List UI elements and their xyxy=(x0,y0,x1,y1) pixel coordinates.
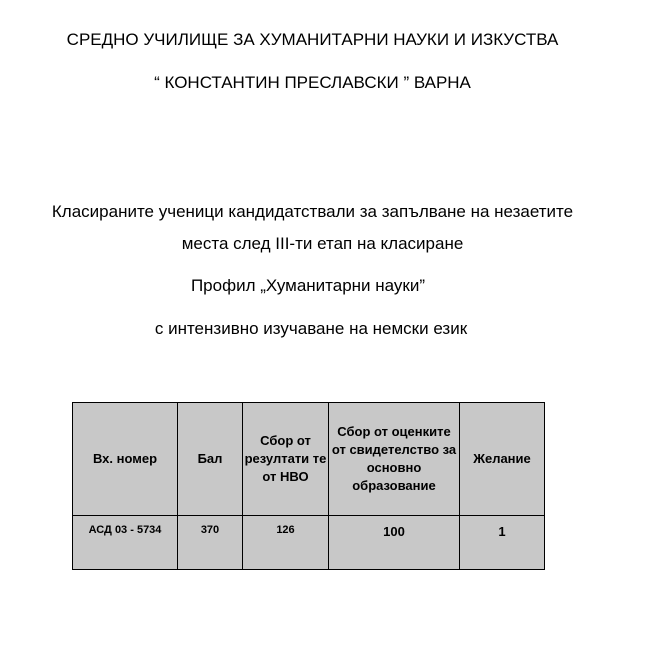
results-table xyxy=(72,402,545,570)
column-header-score: Бал xyxy=(178,403,243,516)
cell-entry-number: АСД 03 - 5734 xyxy=(73,516,178,570)
cell-score: 370 xyxy=(178,516,243,570)
intro-line-1: Класираните ученици кандидатствали за запълване на незаетите xyxy=(51,202,574,221)
column-header-certificate-sum: Сбор от оценките от свидетелство за основно образование xyxy=(329,403,460,516)
cell-preference: 1 xyxy=(460,516,545,570)
column-header-entry-number: Вх. номер xyxy=(73,403,178,516)
column-header-preference: Желание xyxy=(460,403,545,516)
language-note: с интензивно изучаване на немски език xyxy=(154,319,468,338)
cell-certificate-sum: 100 xyxy=(329,516,460,570)
table-header-row xyxy=(73,403,545,516)
intro-line-2: места след III-ти етап на класиране xyxy=(181,234,464,253)
school-city: “ КОНСТАНТИН ПРЕСЛАВСКИ ” ВАРНА xyxy=(154,73,471,92)
profile-title: Профил „Хуманитарни науки” xyxy=(190,276,426,295)
table-row xyxy=(73,516,545,570)
school-name: СРЕДНО УЧИЛИЩЕ ЗА ХУМАНИТАРНИ НАУКИ И ИЗКУСТВА xyxy=(66,30,559,49)
column-header-nvo-sum: Сбор от резултати те от НВО xyxy=(243,403,329,516)
cell-nvo-sum: 126 xyxy=(243,516,329,570)
